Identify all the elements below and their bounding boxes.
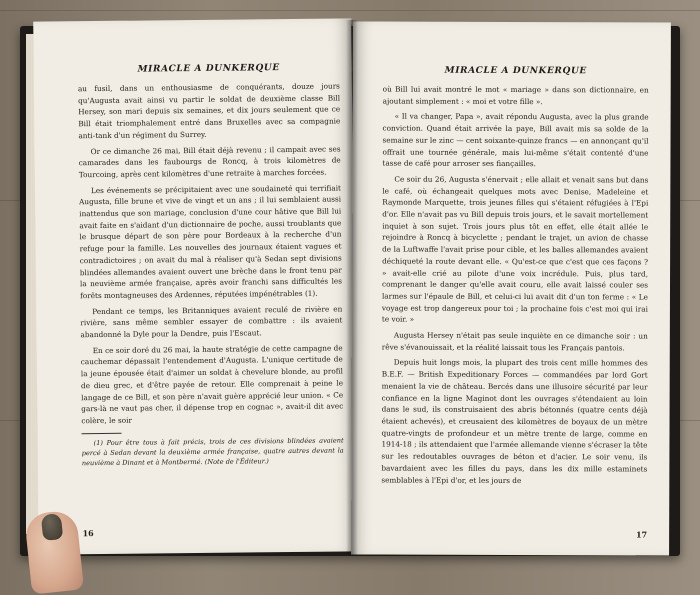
paragraph: Ce soir du 26, Augusta s'énervait ; elle allait et venait sans but dans le café, où échangeait quelques mots avec Denise, Madeleine et Raymonde Marquette, trois jeunes filles qui s'étaient réfugiées à l'Epi d'or. Elle n'avait pas vu Bill depuis trois jours, et le savait mortellement inquiet à son sujet. Trois jours plus tôt en effet, elle était allée le rejoindre à Roncq à bicyclette ; pendant le trajet, un avion de chasse de la Luftwaffe l'avait prise pour cible, et les balles allemandes avaient déchiqueté la route devant elle. « Qu'est-ce que c'est que ces façons ? » avait-elle crié au pilote d'une voix incrédule. Puis, plus tard, comprenant le danger qu'elle avait couru, elle avait laissé couler ses larmes sur l'épaule de Bill, et celui-ci lui avait dit d'un ton ferme : « Le voyage est trop dangereux pour toi ; la prochaine fois c'est moi qui irai te voir. »: [381, 174, 649, 325]
page-text: [381, 84, 648, 487]
paragraph: Les événements se précipitaient avec une soudaineté qui terrifiait Augusta, fille brune et vive de vingt et un ans ; il lui semblaient aussi inattendus que son mariage, conclusion d'une cour hâtive que Bill lui avait faite en s'aidant d'un dictionnaire de poche, aussi troublants que le brusque départ de son père pour Bordeaux à la recherche d'un refuge pour la famille. Les nouvelles des journaux étaient vagues et contradictoires ; on avait du mal à réaliser qu'à Sedan sept divisions blindées allemandes avaient ouvert une brèche dans le front tenu par la neuvième armée française, après avoir franchi sans difficultés les forêts montagneuses des Ardennes, réputées impénétrables (1).: [79, 183, 342, 301]
paragraph: En ce soir doré du 26 mai, la haute stratégie de cette campagne de cauchemar dépassait l'entendement d'Augusta. L'unique certitude de la jeune épousée était d'aimer un soldat à chevelure blonde, au profil de dieu grec, et d'être payée de retour. Elle comprenait à peine le langage de ce Bill, et son père n'avait guère apprécié leur union. « Ce gars-là ne vaut pas cher, il dépense trop en cognac », avait-il dit avec colère, le soir: [80, 343, 344, 426]
paragraph: Or ce dimanche 26 mai, Bill était déjà revenu ; il campait avec ses camarades dans les faubourgs de Roncq, à trois kilomètres de Tourcoing, après cent kilomètres d'une retraite à marches forcées.: [78, 143, 341, 180]
left-page: [33, 18, 357, 554]
paragraph: Depuis huit longs mois, la plupart des trois cent mille hommes des B.E.F. — British Expeditionary Forces — commandées par lord Gort menaient la vie de château. Bercés dans une illusoire sécurité par leur confiance en la ligne Maginot dont les ouvrages s'étendaient au loin dans le sud, ils construisaient des abris bétonnés (quatre cents déjà étaient achevés), et creusaient des kilomètres de boyaux de un mètre quatre-vingts de profondeur et un mètre trente de large, comme en 1914-18 ; ils attendaient que l'armée allemande vienne s'écraser la tête sur les redoutables ouvrages de béton et d'acier. Le soir venu, ils bavardaient avec les filles du pays, dans les dix mille estaminets semblables à l'Epi d'or, et les jours de: [381, 358, 648, 485]
page-number: 16: [82, 528, 94, 539]
footnote: (1) Pour être tous à fait précis, trois de ces divisions blindées avaient percé à Sedan devant la deuxième armée française, quatre autres devant la neuvième à Dinant et à Montbermé. (Note de l'Éditeur.): [81, 436, 344, 467]
page-text: [78, 80, 344, 426]
paragraph: où Bill lui avait montré le mot « mariage » dans son dictionnaire, en ajoutant simplement : « moi et votre fille ».: [382, 84, 649, 106]
running-head: MIRACLE A DUNKERQUE: [444, 65, 587, 77]
footnote-divider: [82, 432, 122, 433]
paragraph: au fusil, dans un enthousiasme de conquérants, douze jours qu'Augusta avait ainsi vu partir le soldat de deuxième classe Bill Hersey, son mari depuis six semaines, et dix jours seulement que ce Bill était triomphalement entré dans Bruxelles avec sa compagnie anti-tank d'un régiment du Surrey.: [77, 81, 341, 141]
running-head: MIRACLE A DUNKERQUE: [137, 63, 280, 75]
paragraph: Pendant ce temps, les Britanniques avaient reculé de rivière en rivière, sans même sembler essayer de combattre : ils avaient abandonné la Dyle pour la Dendre, puis l'Escaut.: [80, 304, 343, 340]
paragraph: Augusta Hersey n'était pas seule inquiète en ce dimanche soir : un rêve s'évanouissait, et la réalité laissait tous les Français pantois.: [381, 330, 648, 353]
right-page: [351, 21, 671, 555]
paragraph: « Il va changer, Papa », avait répondu Augusta, avec la plus grande conviction. Quand était arrivée la paye, Bill avait mis sa solde de la semaine sur le zinc — cent soixante-quinze francs — en annonçant qu'il offrait une tournée générale, mais lui-même s'était contenté d'une tasse de café pour arroser ses fiançailles.: [382, 111, 649, 169]
page-number: 17: [635, 529, 648, 540]
book-spine-gutter: [346, 20, 358, 555]
